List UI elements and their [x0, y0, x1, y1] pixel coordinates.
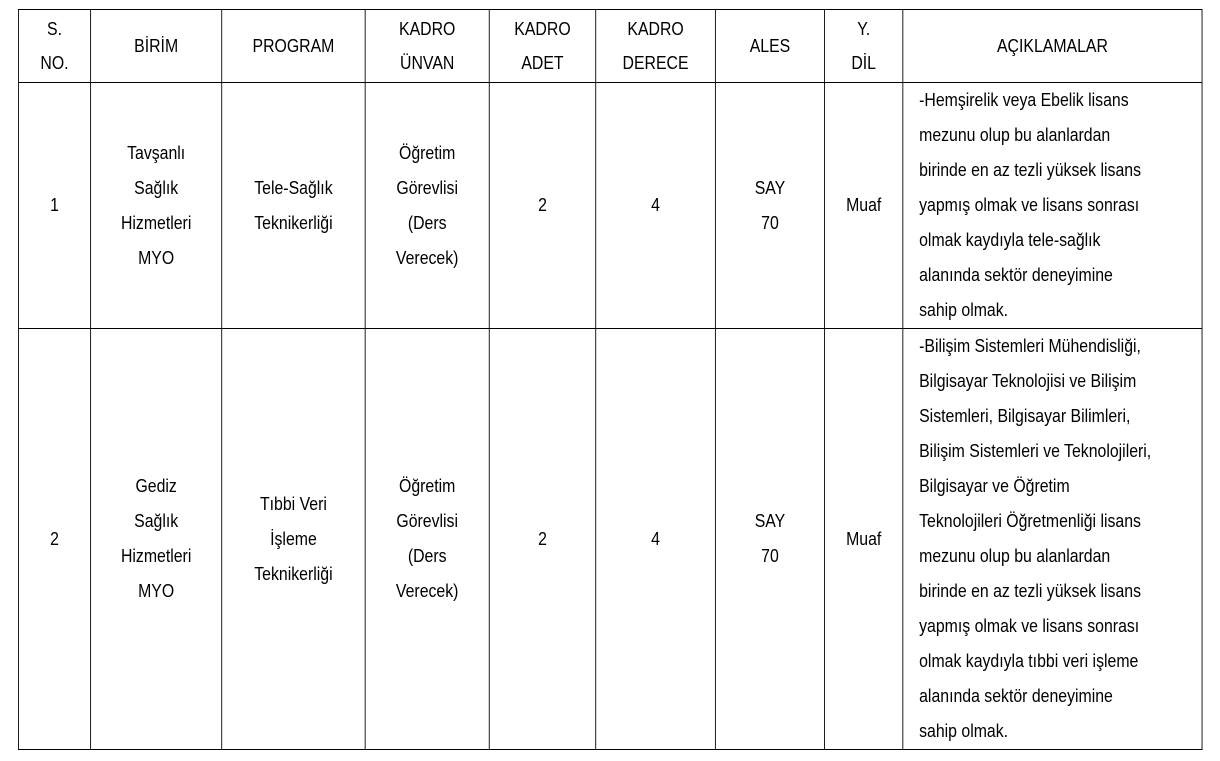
text-line: 4	[651, 195, 660, 215]
cell-ales	[715, 329, 824, 750]
text-line: olmak kaydıyla tele-sağlık	[919, 230, 1101, 250]
cell-ales	[715, 83, 824, 329]
text-line: KADRO	[627, 19, 684, 39]
cell-kadro-derece	[596, 329, 716, 750]
text-line: AÇIKLAMALAR	[996, 36, 1108, 56]
text-line: olmak kaydıyla tıbbi veri işleme	[919, 651, 1139, 671]
cell-program	[222, 329, 365, 750]
text-line: 70	[761, 546, 779, 566]
text-line: Verecek)	[395, 581, 459, 601]
text-line: Sağlık	[134, 177, 179, 198]
cell-kadro-derece	[596, 83, 716, 329]
text-line: Muaf	[846, 528, 882, 549]
text-line: MYO	[138, 247, 175, 268]
table-row	[18, 83, 1202, 329]
text-line: MYO	[138, 581, 175, 601]
text-line: ÜNVAN	[400, 53, 455, 73]
header-sno	[18, 10, 90, 83]
header-ydil	[825, 10, 903, 83]
cell-kadro-adet	[489, 329, 595, 750]
text-line: 2	[538, 195, 547, 215]
text-line: Görevlisi	[396, 511, 458, 531]
cell-aciklamalar	[903, 329, 1202, 750]
cell-ydil	[825, 83, 903, 329]
text-line: sahip olmak.	[919, 721, 1009, 741]
text-line: ADET	[521, 53, 564, 73]
text-line: Tavşanlı	[127, 142, 186, 163]
text-line: Verecek)	[395, 247, 459, 268]
cell-birim	[91, 329, 222, 750]
cell-kadro-unvan	[365, 83, 489, 329]
text-line: Bilgisayar ve Öğretim	[919, 476, 1070, 496]
text-line: Öğretim	[399, 142, 456, 163]
text-line: yapmış olmak ve lisans sonrası	[919, 195, 1140, 215]
text-line: -Bilişim Sistemleri Mühendisliği,	[919, 336, 1141, 356]
text-line: Muaf	[846, 195, 882, 215]
text-line: 70	[761, 212, 779, 233]
cell-kadro-unvan	[365, 329, 489, 750]
text-line: SAY	[754, 511, 786, 531]
text-line: 1	[50, 195, 59, 215]
header-aciklamalar	[903, 10, 1202, 83]
cell-ydil	[825, 329, 903, 750]
text-line: Sağlık	[134, 511, 179, 531]
text-line: PROGRAM	[252, 36, 335, 56]
text-line: DERECE	[622, 53, 689, 73]
text-line: Sistemleri, Bilgisayar Bilimleri,	[919, 406, 1131, 426]
cell-aciklamalar	[903, 83, 1202, 329]
text-line: İşleme	[270, 528, 317, 549]
text-line: Hizmetleri	[120, 546, 192, 566]
text-line: Tıbbi Veri	[259, 493, 327, 514]
text-line: 2	[50, 528, 59, 549]
header-kadro-adet	[489, 10, 595, 83]
text-line: (Ders	[407, 212, 447, 233]
header-birim	[91, 10, 222, 83]
text-line: birinde en az tezli yüksek lisans	[919, 160, 1141, 180]
text-line: SAY	[754, 177, 786, 198]
text-line: birinde en az tezli yüksek lisans	[919, 581, 1141, 601]
text-line: DİL	[851, 53, 876, 73]
text-line: S.	[47, 19, 62, 39]
cell-program	[222, 83, 365, 329]
text-line: Teknolojileri Öğretmenliği lisans	[919, 511, 1141, 531]
cell-birim	[91, 83, 222, 329]
text-line: NO.	[40, 53, 69, 73]
text-line: alanında sektör deneyimine	[919, 686, 1113, 706]
header-kadro-derece	[596, 10, 716, 83]
text-line: mezunu olup bu alanlardan	[919, 546, 1111, 566]
text-line: ALES	[749, 36, 791, 56]
text-line: alanında sektör deneyimine	[919, 265, 1113, 285]
text-line: Bilişim Sistemleri ve Teknolojileri,	[919, 441, 1152, 461]
header-row	[18, 10, 1202, 83]
cell-sno	[18, 83, 90, 329]
text-line: KADRO	[399, 19, 456, 39]
text-line: Gediz	[135, 476, 177, 496]
text-line: sahip olmak.	[919, 300, 1009, 320]
header-program	[222, 10, 365, 83]
text-line: yapmış olmak ve lisans sonrası	[919, 616, 1140, 636]
text-line: 2	[538, 528, 547, 549]
text-line: (Ders	[407, 546, 447, 566]
table-row	[18, 329, 1202, 750]
text-line: 4	[651, 528, 660, 549]
text-line: Öğretim	[399, 476, 456, 496]
text-line: Hizmetleri	[120, 212, 192, 233]
text-line: Bilgisayar Teknolojisi ve Bilişim	[919, 371, 1137, 391]
positions-table	[18, 9, 1202, 750]
text-line: mezunu olup bu alanlardan	[919, 125, 1111, 145]
header-ales	[715, 10, 824, 83]
text-line: Y.	[857, 19, 871, 39]
text-line: BİRİM	[134, 36, 179, 56]
text-line: Teknikerliği	[254, 212, 333, 233]
text-line: Teknikerliği	[254, 563, 333, 584]
text-line: KADRO	[514, 19, 571, 39]
text-line: -Hemşirelik veya Ebelik lisans	[919, 90, 1129, 110]
cell-kadro-adet	[489, 83, 595, 329]
text-line: Tele-Sağlık	[254, 177, 333, 198]
header-kadro-unvan	[365, 10, 489, 83]
text-line: Görevlisi	[396, 177, 458, 198]
cell-sno	[18, 329, 90, 750]
